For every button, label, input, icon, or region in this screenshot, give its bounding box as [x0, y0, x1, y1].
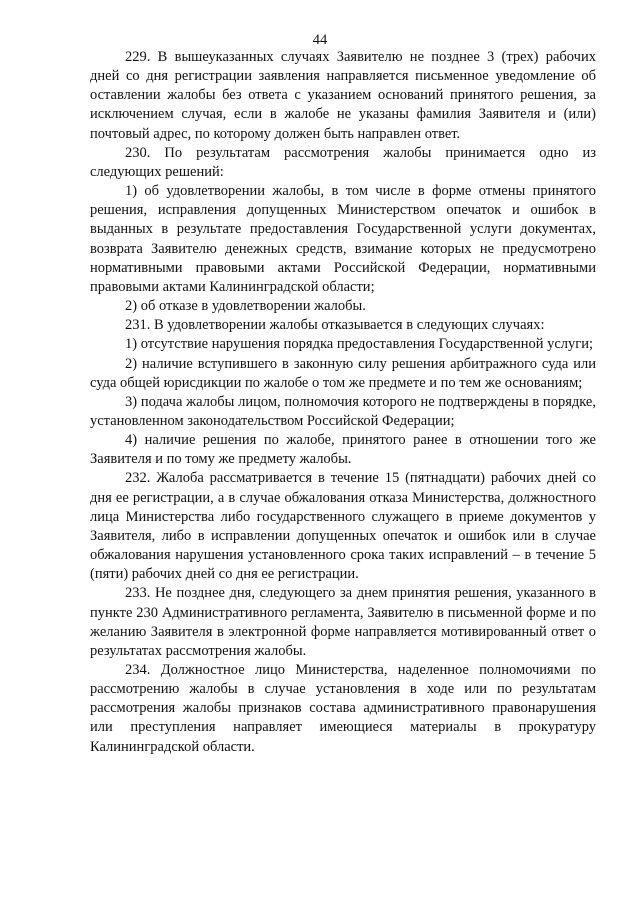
document-body — [90, 48, 596, 757]
paragraph-231-item-3: 3) подача жалобы лицом, полномочия которого не подтверждены в порядке, установленном законодательством Российской Федерации; — [90, 393, 596, 429]
paragraph-232: 232. Жалоба рассматривается в течение 15 (пятнадцати) рабочих дней со дня ее регистрации, а в случае обжалования отказа Министерства, должностного лица Министерства либо государственного служащего в приеме документов у Заявителя, либо в исправлении допущенных опечаток и ошибок или в случае обжалования нарушения установленного срока таких исправлений – в течение 5 (пяти) рабочих дней со дня ее регистрации. — [90, 470, 596, 583]
paragraph-231-item-2: 2) наличие вступившего в законную силу решения арбитражного суда или суда общей юрисдикции по жалобе о том же предмете и по тем же основаниям; — [90, 355, 596, 391]
paragraph-230-item-2: 2) об отказе в удовлетворении жалобы. — [125, 298, 366, 315]
paragraph-230-item-1: 1) об удовлетворении жалобы, в том числе в форме отмены принятого решения, исправления допущенных Министерством опечаток и ошибок в выданных в результате предоставления Государственной услуги документах, возврата Заявителю денежных средств, взимание которых не предусмотрено нормативными правовыми актами Российской Федерации, нормативными правовыми актами Калининградской области; — [90, 183, 596, 295]
paragraph-234: 234. Должностное лицо Министерства, наделенное полномочиями по рассмотрению жалобы в случае установления в ходе или по результатам рассмотрения жалобы признаков состава административного правонарушения или преступления направляет имеющиеся материалы в прокуратуру Калининградской области. — [90, 662, 596, 755]
paragraph-230: 230. По результатам рассмотрения жалобы принимается одно из следующих решений: — [90, 144, 596, 180]
paragraph-231: 231. В удовлетворении жалобы отказывается в следующих случаях: — [125, 317, 545, 334]
paragraph-231-item-4: 4) наличие решения по жалобе, принятого ранее в отношении того же Заявителя и по тому же предмету жалобы. — [90, 432, 596, 468]
paragraph-229: 229. В вышеуказанных случаях Заявителю не позднее 3 (трех) рабочих дней со дня регистрации заявления направляется письменное уведомление об оставлении жалобы без ответа с указанием оснований принятого решения, за исключением случая, если в жалобе не указаны фамилия Заявителя и (или) почтовый адрес, по которому должен быть направлен ответ. — [90, 49, 596, 142]
page-number: 44 — [312, 32, 328, 48]
paragraph-233: 233. Не позднее дня, следующего за днем принятия решения, указанного в пункте 230 Административного регламента, Заявителю в письменной форме и по желанию Заявителя в электронной форме направляется мотивированный ответ о результатах рассмотрения жалобы. — [90, 585, 596, 659]
paragraph-231-item-1: 1) отсутствие нарушения порядка предоставления Государственной услуги; — [125, 336, 594, 353]
